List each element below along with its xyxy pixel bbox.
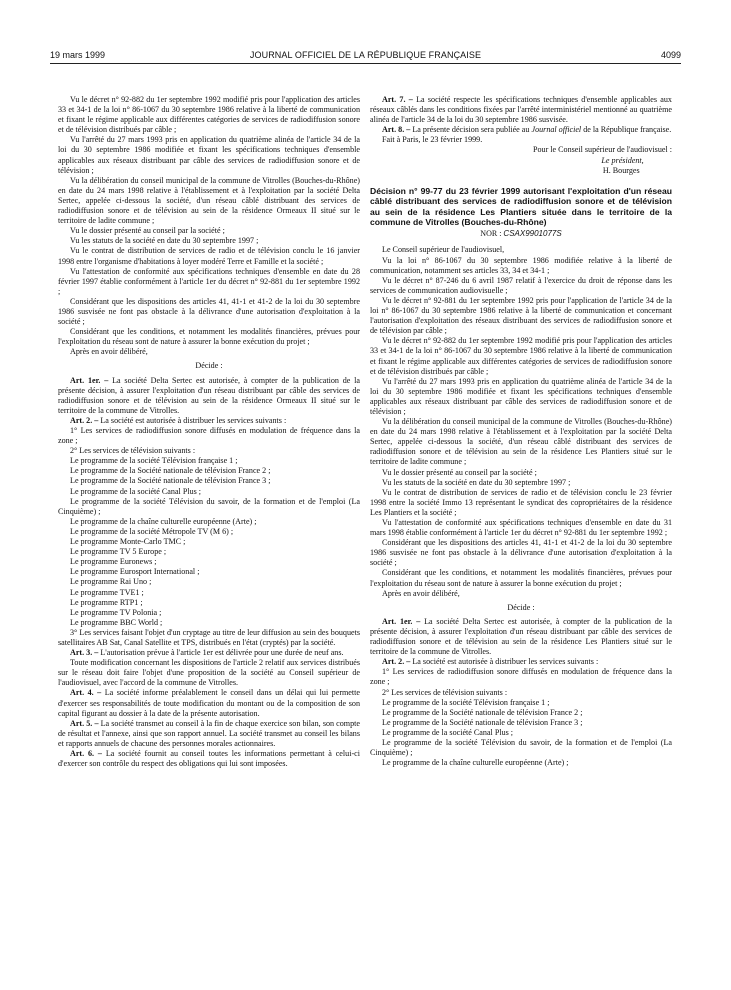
page-header	[50, 50, 681, 64]
tv-list-item: Le programme de la chaîne culturelle européenne (Arte) ;	[70, 516, 257, 526]
article-text: La société transmet au conseil à la fin de chaque exercice son bilan, son compte de résultat et l'annexe, ainsi que son rapport annuel. La société transmet au conseil les bilans et rapports annuels de chacune des personnes morales actionnaires.	[58, 718, 360, 748]
article-text: La société Delta Sertec est autorisée, à compter de la publication de la présente décision, à assurer l'exploitation d'un réseau distribuant par câble des services de radiodiffusion sonore et de télévision au sein de la résidence Ormeaux II situé sur le territoire de la commune de Vitrolles.	[58, 375, 360, 415]
article-text: La société est autorisée à distribuer les services suivants :	[412, 657, 599, 667]
crypted-services: 3° Les services faisant l'objet d'un cryptage au titre de leur diffusion au sein des bouquets satellitaires AB Sat, Canal Satellite et TPS, distribués en l'état (cryptés) par la société.	[58, 627, 360, 647]
article-label: Art. 1er. –	[70, 375, 109, 385]
visa-paragraph: Vu le dossier présenté au conseil par la société ;	[382, 467, 537, 477]
visa-paragraph: Vu l'attestation de conformité aux spécifications techniques d'ensemble en date du 31 mars 1998 établie conformément à l'article 1er du décret n° 92-881 du 1er septembre 1992 ;	[370, 518, 672, 538]
tv-list-item: Le programme de la société Télévision française 1 ;	[70, 456, 238, 466]
header-rule	[50, 63, 681, 64]
visa-paragraph: Vu l'arrêté du 27 mars 1993 pris en application du quatrième alinéa de l'article 34 de la loi du 30 septembre 1986 modifiée et fixant les spécifications techniques d'ensemble applicables aux réseaux distribuant par câble des services de radiodiffusion sonore et de télévision ;	[58, 135, 360, 175]
deliberation-line: Après en avoir délibéré,	[70, 347, 148, 357]
article-label: Art. 8. –	[382, 125, 411, 135]
tv-list-item: Le programme de la chaîne culturelle européenne (Arte) ;	[382, 758, 569, 768]
tv-list-item: Le programme de la Société nationale de télévision France 3 ;	[70, 476, 271, 486]
radio-services: 1° Les services de radiodiffusion sonore diffusés en modulation de fréquence dans la zone ;	[370, 667, 672, 687]
signature-block	[370, 145, 672, 175]
visa-paragraph: Vu la délibération du conseil municipal de la commune de Vitrolles (Bouches-du-Rhône) en date du 24 mars 1998 relative à l'établissement et à l'exploitation par la société Delta Sertec, appelée ci-dessous la société, d'un réseau câblé distribuant des services de radiodiffusion sonore et de télévision au sein de la résidence Ormeaux II situé sur le territoire de ladite commune ;	[58, 175, 360, 226]
article-text: La société Delta Sertec est autorisée, à compter de la publication de la présente décision, à assurer l'exploitation d'un réseau distribuant par câble des services de radiodiffusion sonore et de télévision au sein de la résidence Les Plantiers situé sur le territoire de la commune de Vitrolles.	[370, 616, 672, 657]
visa-paragraph: Vu le décret n° 92-881 du 1er septembre 1992 pris pour l'application de l'article 34 de la loi n° 86-1067 du 30 septembre 1986 relative à la liberté de communication et concernant l'autorisation d'exploitation des réseaux distribuant des services de radiodiffusion sonore et de télévision par câble ;	[370, 295, 672, 336]
article-2	[370, 657, 672, 667]
tv-list-item: Le programme Euronews ;	[70, 557, 157, 567]
article-label: Art. 1er. –	[382, 616, 421, 626]
tv-list-item: Le programme Eurosport International ;	[70, 567, 200, 577]
visa-paragraph: Vu les statuts de la société en date du 30 septembre 1997 ;	[382, 477, 571, 487]
tv-list-item: Le programme RTP1 ;	[70, 597, 143, 607]
considerant-paragraph: Considérant que les dispositions des articles 41, 41-1 et 41-2 de la loi du 30 septembre 1986 susvisée ne font pas obstacle à la délivrance d'une autorisation d'exploitation à la société ;	[58, 296, 360, 327]
radio-services: 1° Les services de radiodiffusion sonore diffusés en modulation de fréquence dans la zone ;	[58, 426, 360, 446]
nor-code: CSAX9901077S	[503, 229, 562, 239]
article-1	[370, 617, 672, 657]
article-1	[58, 376, 360, 416]
visa-paragraph: Vu le décret n° 92-882 du 1er septembre 1992 modifié pris pour l'application des articles 33 et 34-1 de la loi n° 86-1067 du 30 septembre 1986 relative à la liberté de communication et fixant le régime applicable aux différentes catégories de services de radiodiffusion sonore et de télévision distribués par câble ;	[370, 336, 672, 376]
article-4	[58, 688, 360, 718]
nor-reference	[370, 229, 672, 239]
visa-paragraph: Vu les statuts de la société en date du 30 septembre 1997 ;	[70, 236, 259, 246]
visa-paragraph: Vu la délibération du conseil municipal de la commune de Vitrolles (Bouches-du-Rhône) en date du 24 mars 1998 relative à l'établissement et à l'exploitation par la société Delta Sertec, appelée ci-dessous la société, d'un réseau câblé distribuant des services de radiodiffusion sonore et de télévision au sein de la résidence Les Plantiers situé sur le territoire de ladite commune ;	[370, 417, 672, 467]
tv-list-item: Le programme de la société Canal Plus ;	[382, 727, 514, 737]
tv-list-item: Le programme Rai Uno ;	[70, 577, 152, 587]
tv-list-item: Le programme de la Société nationale de télévision France 2 ;	[382, 707, 583, 717]
article-2	[58, 416, 360, 426]
article-3-paragraph: Toute modification concernant les dispositions de l'article 2 relatif aux services distribués sur le réseau doit faire l'objet d'une proposition de la société au Conseil supérieur de l'audiovisuel, avec l'accord de la commune de Vitrolles.	[58, 658, 360, 688]
visa-paragraph: Vu le dossier présenté au conseil par la société ;	[70, 226, 225, 236]
article-label: Art. 5. –	[70, 718, 99, 728]
tv-list-item: Le programme TVE1 ;	[70, 587, 144, 597]
right-column	[370, 95, 672, 985]
considerant-paragraph: Considérant que les conditions, et notamment les modalités financières, prévues pour l'exploitation du réseau sont de nature à assurer la bonne exécution du projet ;	[370, 568, 672, 588]
article-text: La société respecte les spécifications techniques d'ensemble applicables aux réseaux câblés dans les conditions fixées par l'arrêté interministériel mentionné au quatrième alinéa de l'article 34 de la loi du 30 septembre 1986 susvisée.	[370, 95, 672, 125]
visa-paragraph: Vu le contrat de distribution de services de radio et de télévision conclu le 16 janvier 1998 entre l'organisme d'habitations à loyer modéré Terre et Famille et la société ;	[58, 246, 360, 266]
left-column	[58, 95, 360, 965]
nor-label: NOR :	[480, 229, 502, 239]
signatory-name	[370, 166, 672, 176]
visa-paragraph: Vu la loi n° 86-1067 du 30 septembre 1986 modifiée relative à la liberté de communication, notamment ses articles 33, 34 et 34-1 ;	[370, 255, 672, 275]
tv-list-item: Le programme de la société Télévision française 1 ;	[382, 697, 550, 707]
article-7	[370, 95, 672, 125]
article-text: L'autorisation prévue à l'article 1er est délivrée pour une durée de neuf ans.	[100, 648, 344, 658]
article-text: La société est autorisée à distribuer les services suivants :	[100, 415, 287, 425]
journal-name: Journal officiel	[531, 125, 582, 135]
article-text: La société fournit au conseil toutes les informations permettant à celui-ci d'exercer son contrôle du respect des obligations qui lui sont imposées.	[58, 749, 360, 769]
tv-list-item: Le programme de la société Canal Plus ;	[70, 486, 202, 496]
tv-list-item: Le programme TV Polonia ;	[70, 607, 162, 617]
decision-title: Décision n° 99-77 du 23 février 1999 autorisant l'exploitation d'un réseau câblé distribuant des services de radiodiffusion sonore et de télévision au sein de la résidence Les Plantiers située dans le territoire de la commune de Vitrolles (Bouches-du-Rhône)	[370, 185, 672, 227]
fait-line: Fait à Paris, le 23 février 1999.	[382, 135, 483, 145]
article-label: Art. 7. –	[382, 95, 413, 104]
article-8	[370, 125, 672, 135]
tv-services-intro: 2° Les services de télévision suivants :	[70, 446, 196, 456]
article-label: Art. 2. –	[70, 415, 99, 425]
article-3	[58, 648, 360, 658]
article-label: Art. 2. –	[382, 657, 411, 667]
visa-paragraph: Vu le décret n° 92-882 du 1er septembre 1992 modifié pris pour l'application des articles 33 et 34-1 de la loi n° 86-1067 du 30 septembre 1986 relative à la liberté de communication et fixant le régime applicable aux différentes catégories de services de radiodiffusion sonore et de télévision distribués par câble ;	[58, 95, 360, 135]
tv-list-item: Le programme de la société Télévision du savoir, de la formation et de l'emploi (La Cinquième) ;	[58, 496, 360, 516]
article-5	[58, 719, 360, 749]
decide-heading: Décide :	[195, 361, 223, 371]
pour-line: Pour le Conseil supérieur de l'audiovisuel :	[532, 145, 672, 155]
tv-services-intro: 2° Les services de télévision suivants :	[382, 687, 508, 697]
considerant-paragraph: Considérant que les conditions, et notamment les modalités financières, prévues pour l'exploitation du réseau sont de nature à assurer la bonne exécution du projet ;	[58, 327, 360, 347]
article-6	[58, 749, 360, 769]
header-date: 19 mars 1999	[50, 50, 106, 60]
decide-heading: Décide :	[507, 602, 535, 612]
journal-title: JOURNAL OFFICIEL DE LA RÉPUBLIQUE FRANÇAISE	[249, 50, 482, 60]
president-label: Le président,	[601, 155, 644, 165]
tv-list-item: Le programme de la Société nationale de télévision France 3 ;	[382, 717, 583, 727]
visa-paragraph: Vu l'attestation de conformité aux spécifications techniques d'ensemble en date du 28 février 1997 établie conformément à l'article 1er du décret n° 92-881 du 1er septembre 1992 ;	[58, 266, 360, 296]
deliberation-line: Après en avoir délibéré,	[382, 588, 460, 598]
tv-list-item: Le programme Monte-Carlo TMC ;	[70, 537, 186, 547]
president-title	[370, 156, 672, 166]
article-text: La société informe préalablement le conseil dans un délai qui lui permette d'exercer ses responsabilités de toute modification du montant ou de la composition de son capital figurant au dossier à la date de la présente autorisation.	[58, 688, 360, 718]
article-text: de la République française.	[583, 125, 672, 135]
article-label: Art. 4. –	[70, 688, 102, 698]
page-number: 4099	[660, 50, 681, 60]
visa-paragraph: Le Conseil supérieur de l'audiovisuel,	[382, 245, 505, 255]
considerant-paragraph: Considérant que les dispositions des articles 41, 41-1 et 41-2 de la loi du 30 septembre 1986 susvisée ne font pas obstacle à la délivrance d'une autorisation d'exploitation à la société ;	[370, 538, 672, 568]
visa-paragraph: Vu l'arrêté du 27 mars 1993 pris en application du quatrième alinéa de l'article 34 de la loi du 30 septembre 1986 modifiée et fixant les spécifications techniques d'ensemble applicables aux réseaux distribuant par câble des services de radiodiffusion sonore et de télévision ;	[370, 376, 672, 416]
visa-paragraph: Vu le contrat de distribution de services de radio et de télévision conclu le 23 février 1998 entre la société Immo 13 représentant le syndicat des copropriétaires de la résidence Les Plantiers et la société ;	[370, 487, 672, 517]
visa-paragraph: Vu le décret n° 87-246 du 6 avril 1987 relatif à l'exercice du droit de réponse dans les services de communication audiovisuelle ;	[370, 275, 672, 295]
article-label: Art. 3. –	[70, 648, 99, 658]
tv-list-item: Le programme de la Société nationale de télévision France 2 ;	[70, 466, 271, 476]
tv-list-item: Le programme de la société Télévision du savoir, de la formation et de l'emploi (La Cinquième) ;	[370, 737, 672, 758]
tv-list-item: Le programme BBC World ;	[70, 617, 163, 627]
tv-list-item: Le programme TV 5 Europe ;	[70, 547, 167, 557]
article-label: Art. 6. –	[70, 749, 102, 758]
tv-list-item: Le programme de la société Métropole TV (M 6) ;	[70, 526, 234, 536]
article-text: La présente décision sera publiée au	[412, 125, 530, 135]
signatory: H. Bourges	[602, 165, 640, 175]
